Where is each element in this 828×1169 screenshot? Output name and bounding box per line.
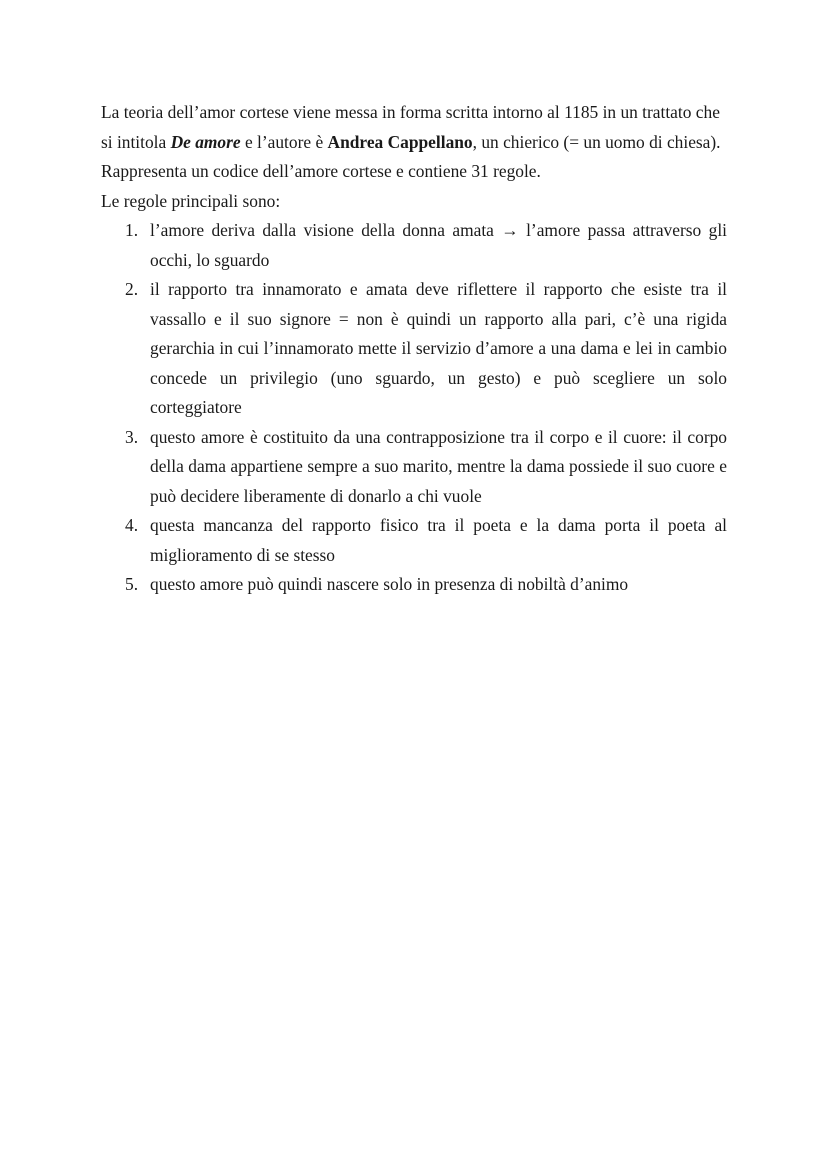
treatise-title: De amore xyxy=(170,131,241,152)
rule-number: 1. xyxy=(125,220,139,240)
rule-item xyxy=(101,511,727,570)
rule-text: questo amore può quindi nascere solo in presenza di nobiltà d’animo xyxy=(150,574,629,594)
intro-paragraph xyxy=(101,98,727,187)
intro-text-part1: La teoria dell’amor cortese viene messa in forma scritta intorno al 1185 in un trattato che si intitola xyxy=(101,102,720,152)
rules-list xyxy=(101,216,727,600)
rule-item xyxy=(101,275,727,423)
intro-text-part2: e l’autore è xyxy=(240,131,328,152)
rule-number: 5. xyxy=(125,574,139,594)
rule-number: 4. xyxy=(125,515,139,535)
author-name: Andrea Cappellano xyxy=(327,131,473,152)
rule-item xyxy=(101,423,727,512)
rule-text: l’amore deriva dalla visione della donna amata → l’amore passa attraverso gli occhi, lo sguardo xyxy=(150,220,727,270)
rule-item xyxy=(101,216,727,275)
rule-text: questa mancanza del rapporto fisico tra il poeta e la dama porta il poeta al miglioramento di se stesso xyxy=(150,515,727,565)
intro-text-part3: , un chierico (= un uomo di chiesa). Rappresenta un codice dell’amore cortese e contiene 31 regole. xyxy=(101,131,721,181)
document-page xyxy=(101,98,727,600)
rules-heading: Le regole principali sono: xyxy=(101,190,281,211)
rule-item xyxy=(101,570,727,600)
rule-number: 2. xyxy=(125,279,139,299)
rule-number: 3. xyxy=(125,426,139,447)
rule-text: il rapporto tra innamorato e amata deve riflettere il rapporto che esiste tra il vassallo e il suo signore = non è quindi un rapporto alla pari, c’è una rigida gerarchia in cui l’innamorato mette il servizio d’amore a una dama e lei in cambio concede un privilegio (uno sguardo, un gesto) e può scegliere un solo corteggiatore xyxy=(150,279,727,417)
rule-text: questo amore è costituito da una contrapposizione tra il corpo e il cuore: il corpo della dama appartiene sempre a suo marito, mentre la dama possiede il suo cuore e può decidere liberamente di donarlo a chi vuole xyxy=(150,426,727,506)
